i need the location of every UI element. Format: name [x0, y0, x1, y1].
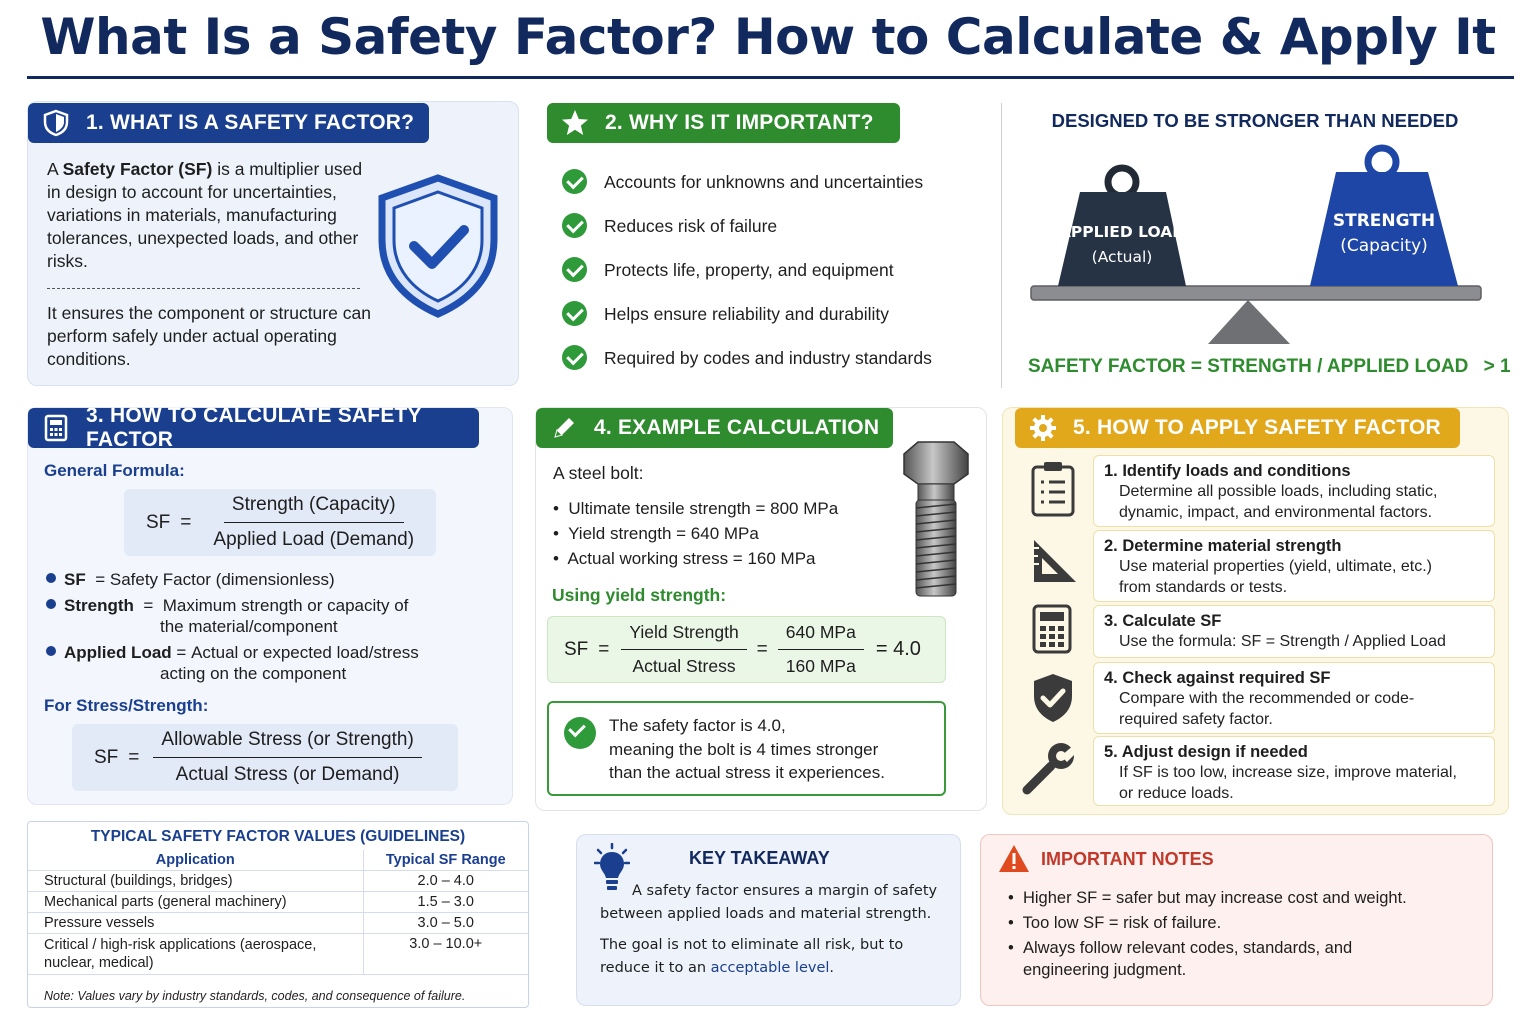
check-icon: [562, 213, 587, 238]
formula-denominator: Actual Stress: [632, 656, 736, 676]
section-what-is-header: [28, 103, 429, 143]
sf-values-table-note: Note: Values vary by industry standards, codes, and consequence of failure.: [44, 989, 466, 1003]
example-formula: [547, 616, 946, 683]
strength-text: STRENGTH: [1332, 211, 1436, 231]
step-title: 2. Determine material strength: [1104, 537, 1342, 555]
step-desc: Use material properties (yield, ultimate, etc.): [1119, 558, 1432, 575]
section-why-header: [547, 103, 900, 143]
definition-term: Strength: [64, 595, 134, 615]
formula-eq: =: [180, 511, 192, 533]
table-cell: Mechanical parts (general machinery): [28, 892, 363, 913]
table-cell: Structural (buildings, bridges): [28, 871, 363, 892]
sf-equation-text: SAFETY FACTOR = STRENGTH / APPLIED LOAD: [1028, 356, 1469, 377]
formula-result: = 4.0: [875, 638, 921, 660]
step-title: 1. Identify loads and conditions: [1104, 462, 1351, 480]
table-cell: 3.0 – 10.0+: [363, 934, 528, 975]
takeaway-goal-text: The goal is not to eliminate all risk, but to reduce it to an: [600, 937, 904, 976]
note-item: • Always follow relevant codes, standards, and engineering judgment.: [1008, 937, 1428, 981]
table-cell: Pressure vessels: [28, 913, 363, 934]
applied-load-label: [1058, 220, 1186, 270]
note-text: Higher SF = safer but may increase cost and weight.: [1022, 889, 1407, 907]
step-desc: required safety factor.: [1119, 711, 1273, 728]
check-icon: [562, 301, 587, 326]
strength-label: [1314, 209, 1454, 259]
formula-denominator: 160 MPa: [785, 656, 856, 676]
general-formula-label: General Formula:: [44, 461, 185, 480]
why-item: Helps ensure reliability and durability: [604, 304, 890, 324]
table-cell: 2.0 – 4.0: [363, 871, 528, 892]
example-bullet-text: Ultimate tensile strength = 800 MPa: [568, 499, 839, 518]
bullet-dot: [46, 573, 56, 583]
definition-desc-cont: the material/component: [160, 617, 338, 636]
why-item: Protects life, property, and equipment: [604, 260, 894, 280]
formula-eq: =: [598, 638, 610, 660]
formula-sf: SF: [146, 511, 171, 533]
applied-load-text: APPLIED LOAD: [1058, 223, 1186, 241]
section-calc-header: [28, 404, 479, 451]
important-notes-heading: IMPORTANT NOTES: [1041, 849, 1214, 869]
step-desc: Compare with the recommended or code-: [1119, 690, 1415, 707]
formula-numerator: Yield Strength: [621, 622, 746, 650]
sf-values-table-title: TYPICAL SAFETY FACTOR VALUES (GUIDELINES): [90, 828, 466, 845]
stress-formula: [72, 724, 458, 791]
section-example-title: 4. EXAMPLE CALCULATION: [594, 416, 880, 439]
example-bullet-text: Yield strength = 640 MPa: [568, 524, 759, 543]
takeaway-goal: [600, 934, 920, 980]
example-intro: A steel bolt:: [553, 463, 644, 483]
sf-greater-than-one: > 1: [1483, 356, 1511, 377]
title-divider: [27, 76, 1514, 79]
definition-term: SF: [64, 570, 86, 589]
takeaway-goal-end: .: [829, 960, 835, 976]
why-item: Accounts for unknowns and uncertainties: [604, 172, 924, 192]
definition-row: [46, 595, 419, 617]
definition-list: [46, 569, 419, 685]
sf-values-table: [28, 850, 528, 975]
formula-eq: =: [756, 638, 768, 660]
section-apply-header: [1015, 408, 1460, 448]
step-title: 5. Adjust design if needed: [1104, 743, 1308, 761]
pencil-icon: [550, 414, 578, 442]
check-icon: [562, 257, 587, 282]
vertical-divider: [1001, 103, 1002, 388]
step-title: 4. Check against required SF: [1104, 669, 1331, 687]
stress-formula-label: For Stress/Strength:: [44, 696, 209, 715]
definition-prefix: A: [47, 159, 63, 179]
table-header: Typical SF Range: [363, 850, 528, 871]
table-cell: 1.5 – 3.0: [363, 892, 528, 913]
using-yield-label: Using yield strength:: [552, 585, 727, 605]
calculator-icon: [1032, 604, 1072, 654]
definition-eq: =: [95, 570, 106, 589]
triangle-ruler-icon: [1030, 536, 1078, 586]
definition-row: [46, 642, 419, 664]
gear-icon: [1029, 414, 1057, 442]
takeaway-line: between applied loads and material strength.: [600, 906, 932, 922]
definition-desc: Safety Factor (dimensionless): [109, 570, 335, 589]
apply-step: [1093, 530, 1495, 602]
definition-eq: =: [143, 595, 154, 615]
example-conclusion: [609, 714, 885, 785]
definition-row: [46, 569, 419, 591]
general-fraction: [205, 494, 422, 551]
table-row: [28, 892, 528, 913]
step-desc: from standards or tests.: [1119, 579, 1288, 596]
step-desc: dynamic, impact, and environmental factors.: [1119, 504, 1433, 521]
sf-equation: [1028, 356, 1511, 378]
formula-sf: SF: [564, 638, 589, 660]
note-text: Always follow relevant codes, standards, and engineering judgment.: [1022, 939, 1353, 979]
takeaway-highlight: acceptable level: [710, 960, 830, 976]
general-formula: [124, 489, 436, 556]
key-takeaway-text: [600, 880, 950, 980]
formula-numerator: Allowable Stress (or Strength): [153, 729, 421, 758]
table-cell: Critical / high-risk applications (aerospace, nuclear, medical): [28, 934, 363, 975]
step-title: 3. Calculate SF: [1104, 612, 1222, 630]
example-bullets: [553, 496, 838, 571]
definition-term: Safety Factor (SF): [62, 159, 213, 179]
apply-step: [1093, 736, 1495, 806]
formula-eq: =: [128, 746, 140, 768]
definition-desc: Maximum strength or capacity of: [162, 595, 409, 615]
definition-desc-cont: acting on the component: [160, 664, 347, 683]
conclusion-line: The safety factor is 4.0,: [609, 716, 786, 735]
step-desc: Determine all possible loads, including static,: [1119, 483, 1438, 500]
section-what-is-title: 1. WHAT IS A SAFETY FACTOR?: [86, 111, 415, 134]
step-desc: Use the formula: SF = Strength / Applied Load: [1119, 633, 1446, 650]
shield-check-icon: [1031, 672, 1075, 724]
dashed-divider: [47, 288, 360, 289]
large-shield-check-icon: [372, 172, 504, 320]
definition-eq: =: [176, 642, 187, 662]
conclusion-line: meaning the bolt is 4 times stronger: [609, 739, 879, 759]
section-why-title: 2. WHY IS IT IMPORTANT?: [605, 111, 874, 134]
apply-step: [1093, 455, 1495, 527]
definition-body: is a multiplier used in design to account for uncertainties, variations in materials, manufacturing tolerances, unexpected loads, and other risks.: [47, 159, 363, 271]
table-header-row: [28, 850, 528, 871]
note-item: • Higher SF = safer but may increase cost and weight.: [1008, 889, 1407, 907]
example-fraction-1: [621, 622, 746, 677]
sf-ensures-text: It ensures the component or structure can perform safely under actual operating conditions.: [47, 303, 371, 369]
star-icon: [561, 109, 589, 137]
bullet-dot: [46, 599, 56, 609]
table-row: [28, 913, 528, 934]
formula-numerator: 640 MPa: [778, 622, 864, 650]
formula-numerator: Strength (Capacity): [224, 494, 404, 523]
formula-sf: SF: [94, 746, 119, 768]
why-item: Required by codes and industry standards: [604, 348, 932, 368]
step-desc: or reduce loads.: [1119, 785, 1234, 802]
stress-fraction: [153, 729, 421, 786]
section-example-header: [536, 408, 893, 448]
example-bullet-text: Actual working stress = 160 MPa: [567, 549, 816, 568]
illustration-heading: DESIGNED TO BE STRONGER THAN NEEDED: [1051, 110, 1459, 131]
example-bullet: • Actual working stress = 160 MPa: [553, 549, 816, 568]
strength-sub: (Capacity): [1340, 236, 1428, 256]
section-apply-title: 5. HOW TO APPLY SAFETY FACTOR: [1073, 416, 1441, 439]
formula-denominator: Applied Load (Demand): [213, 529, 415, 550]
key-takeaway-heading: KEY TAKEAWAY: [689, 848, 830, 868]
definition-desc: Actual or expected load/stress: [191, 642, 419, 662]
check-icon: [564, 717, 596, 749]
bullet-dot: [46, 646, 56, 656]
formula-denominator: Actual Stress (or Demand): [175, 764, 400, 785]
example-bullet: • Ultimate tensile strength = 800 MPa: [553, 499, 839, 518]
warning-icon: [998, 844, 1030, 873]
table-header: Application: [28, 850, 363, 871]
shield-icon: [42, 109, 70, 137]
sf-definition: [47, 158, 377, 273]
note-text: Too low SF = risk of failure.: [1022, 914, 1222, 932]
applied-load-sub: (Actual): [1091, 248, 1153, 266]
apply-step: [1093, 662, 1495, 734]
definition-term: Applied Load: [64, 642, 172, 662]
page-title: What Is a Safety Factor? How to Calculate & Apply It: [40, 8, 1496, 66]
table-row: [28, 871, 528, 892]
apply-step: [1093, 605, 1495, 658]
check-icon: [562, 345, 587, 370]
why-item: Reduces risk of failure: [604, 216, 778, 236]
table-cell: 3.0 – 5.0: [363, 913, 528, 934]
wrench-icon: [1019, 740, 1079, 796]
example-fraction-2: [778, 622, 864, 677]
note-item: • Too low SF = risk of failure.: [1008, 914, 1222, 932]
check-icon: [562, 169, 587, 194]
example-bullet: • Yield strength = 640 MPa: [553, 524, 759, 543]
bolt-illustration: [896, 440, 976, 600]
calculator-icon: [42, 414, 70, 442]
section-calc-title: 3. HOW TO CALCULATE SAFETY FACTOR: [86, 404, 422, 451]
table-row: [28, 934, 528, 975]
takeaway-line: A safety factor ensures a margin of safety: [632, 883, 938, 899]
clipboard-icon: [1030, 460, 1076, 518]
conclusion-line: than the actual stress it experiences.: [609, 763, 885, 782]
step-desc: If SF is too low, increase size, improve material,: [1119, 764, 1457, 781]
